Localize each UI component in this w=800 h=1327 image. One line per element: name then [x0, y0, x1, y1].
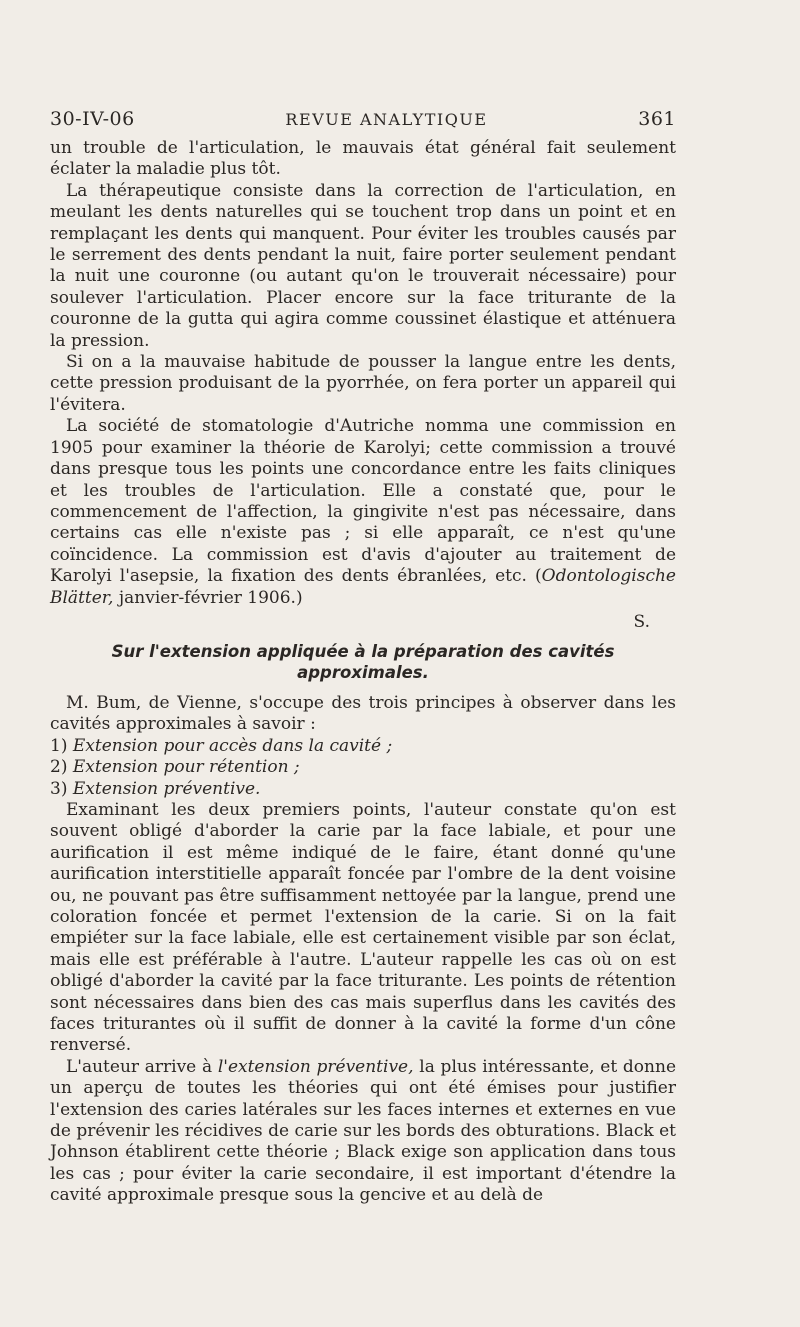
paragraph: un trouble de l'articulation, le mauvais état général fait seulement éclater la maladie plus tôt. — [50, 138, 676, 180]
paragraph: La thérapeutique consiste dans la correction de l'articulation, en meulant les dents naturelles qui se touchent trop dans un point et en remplaçant les dents qui manquent. Pour éviter les troubles causés par le serrement des dents pendant la nuit, faire porter seulement pendant la nuit une couronne (ou autant qu'on le trouverait nécessaire) pour soulever l'articulation. Placer encore sur la face triturante de la couronne de la gutta qui agira comme coussinet élastique et atténuera la pression. — [50, 180, 676, 351]
list-text: Extension préventive. — [72, 778, 261, 799]
paragraph-last — [50, 1057, 676, 1207]
running-header — [50, 108, 676, 130]
paragraph-society — [50, 416, 676, 609]
header-journal-title: REVUE ANALYTIQUE — [285, 110, 488, 129]
page-number: 361 — [638, 108, 676, 130]
citation-date: janvier-février 1906.) — [113, 587, 303, 608]
paragraph: Si on a la mauvaise habitude de pousser la langue entre les dents, cette pression produisant de la pyorrhée, on fera porter un appareil qui l'évitera. — [50, 352, 676, 415]
section-body — [50, 693, 676, 1207]
list-number: 2) — [50, 757, 73, 778]
paragraph: Examinant les deux premiers points, l'auteur constate qu'on est souvent obligé d'aborder la carie par la face labiale, et pour une aurification il est même indiqué de le faire, étant donné qu'une aurification interstitielle apparaît foncée par l'ombre de la dent voisine ou, ne pouvant pas être suffisamment nettoyée par la langue, prend une coloration foncée et permet l'extension de la carie. Si on la fait empiéter sur la face labiale, elle est certainement visible par son éclat, mais elle est préférable à l'autre. L'auteur rappelle les cas où on est obligé d'aborder la cavité par la face triturante. Les points de rétention sont nécessaires dans bien des cas mais superflus dans les cavités des faces triturantes où il suffit de donner à la cavité la forme d'un cône renversé. — [50, 799, 676, 1056]
list-number: 3) — [50, 778, 73, 799]
list-text: Extension pour accès dans la cavité ; — [72, 735, 393, 756]
paragraph-intro: M. Bum, de Vienne, s'occupe des trois principes à observer dans les cavités approximales à savoir : — [50, 692, 676, 735]
list-text: Extension pour rétention ; — [72, 757, 300, 778]
section-title: Sur l'extension appliquée à la préparation des cavités approximales. — [111, 641, 615, 682]
list-number: 1) — [50, 735, 73, 756]
citation-source: Odontologische Blätter, — [50, 566, 676, 608]
list-item — [50, 779, 676, 800]
list-item — [50, 736, 676, 757]
author-signature: S. — [633, 611, 650, 632]
paragraph-text: la plus intéressante, et donne un aperçu de toutes les théories qui ont été émises pour justifier l'extension des caries latérales sur les faces internes et externes en vue de prévenir les récidives de carie sur les bords des obturations. Black et Johnson établirent cette théorie ; Black exige son application dans tous les cas ; pour éviter la carie secondaire, il est important d'étendre la cavité approximale presque sous la gencive et au delà de — [50, 1056, 676, 1206]
page — [50, 108, 676, 1207]
principles-list — [50, 736, 676, 800]
list-item — [50, 757, 676, 778]
article-body — [50, 138, 676, 609]
emphasis: l'extension préventive, — [217, 1056, 414, 1077]
paragraph-text: L'auteur arrive à — [66, 1056, 218, 1077]
header-date: 30-IV-06 — [50, 108, 135, 130]
paragraph-text: La société de stomatologie d'Autriche nomma une commission en 1905 pour examiner la théorie de Karolyi; cette commission a trouvé dans presque tous les points une concordance entre les faits cliniques et les troubles de l'articulation. Elle a constaté que, pour le commencement de l'affection, la gingivite n'est pas nécessaire, dans certains cas elle n'existe pas ; si elle apparaît, ce n'est qu'une coïncidence. La commission est d'avis d'ajouter au traitement de Karolyi l'asepsie, la fixation des dents ébranlées, etc. ( — [50, 416, 676, 587]
